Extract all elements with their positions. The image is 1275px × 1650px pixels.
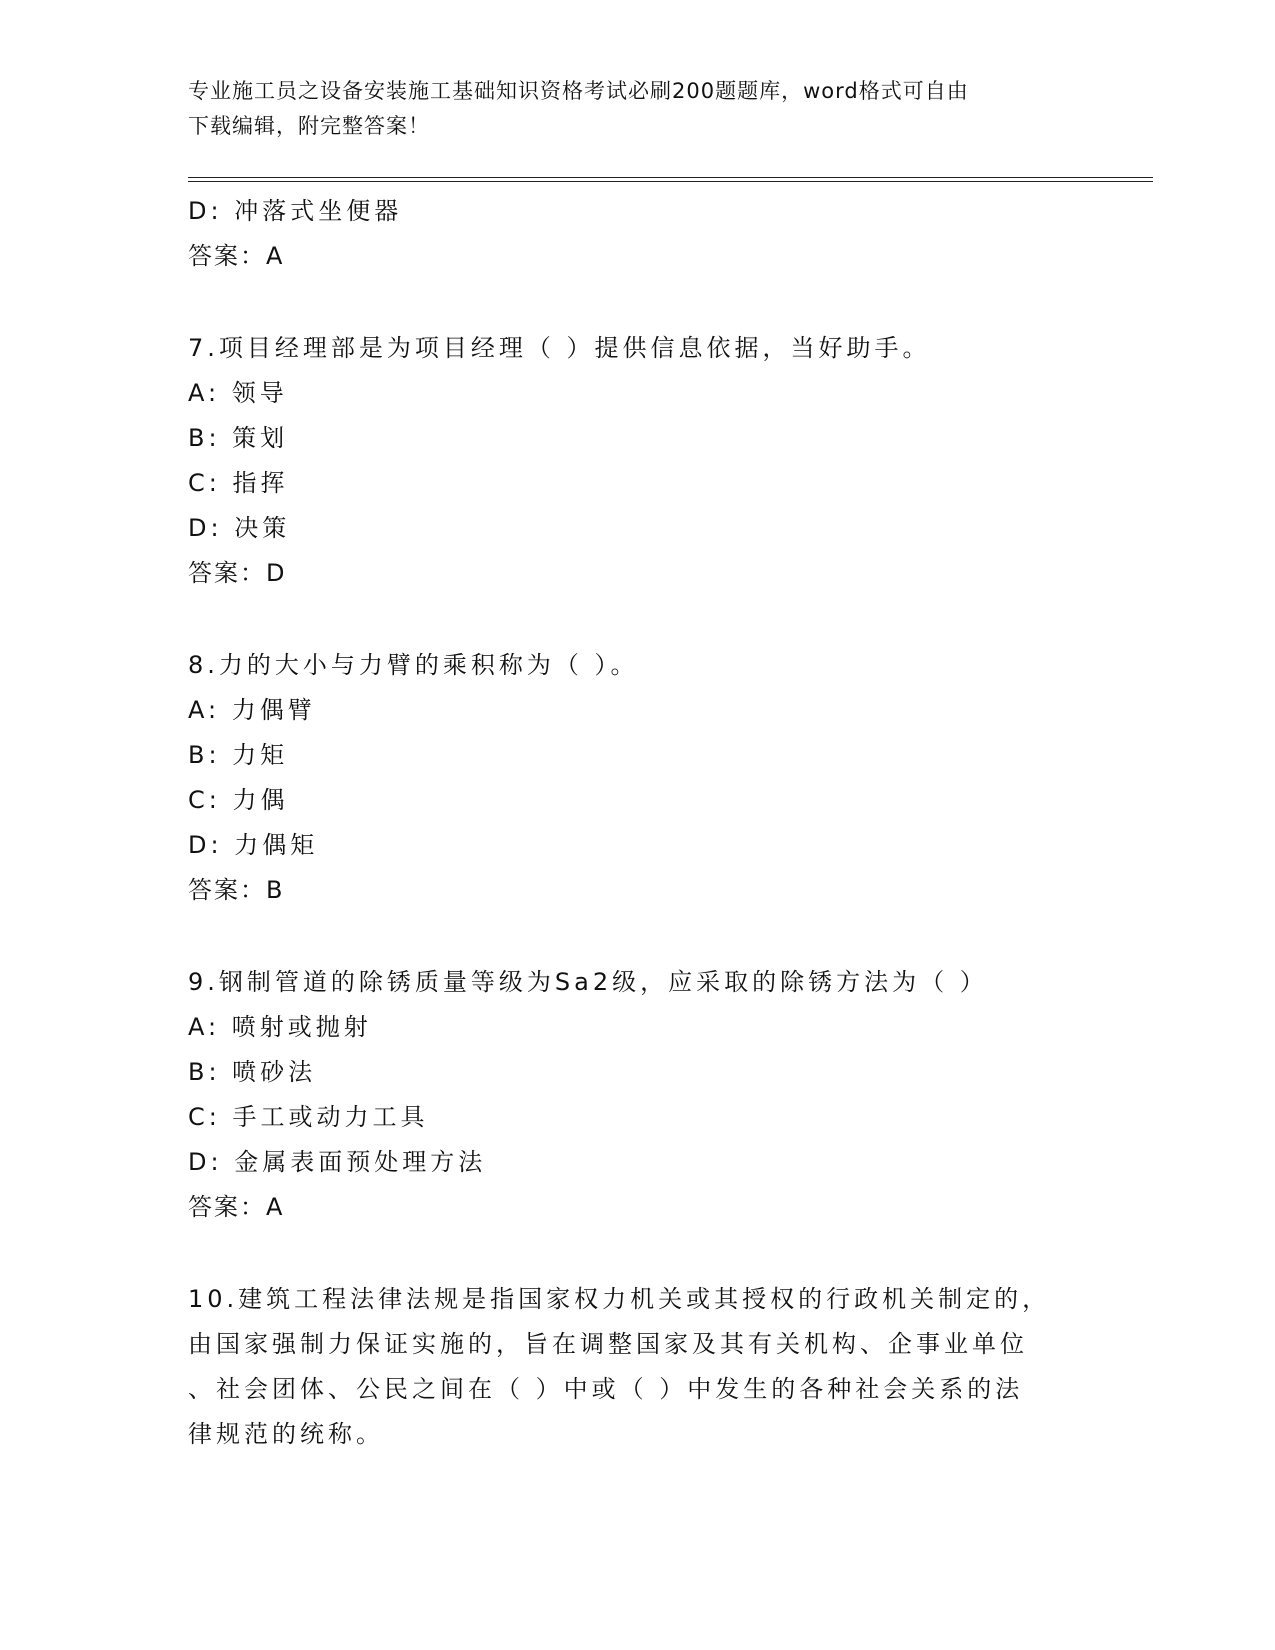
- answer: 答案：D: [188, 559, 287, 587]
- header-line-2: 下载编辑，附完整答案！: [188, 114, 430, 138]
- answer: 答案：A: [188, 1193, 285, 1221]
- option-d: D: 冲落式坐便器: [188, 197, 403, 225]
- answer: 答案：A: [188, 242, 285, 270]
- option-b: B: 策划: [188, 424, 289, 452]
- option-a: A: 喷射或抛射: [188, 1013, 372, 1041]
- question-8: [188, 643, 1088, 913]
- option-a: A: 领导: [188, 379, 288, 407]
- question-list: [188, 189, 1088, 1457]
- question-text: 9.钢制管道的除锈质量等级为Sa2级，应采取的除锈方法为（ ）: [188, 968, 988, 996]
- question-10: [188, 1277, 1088, 1457]
- question-carryover: [188, 189, 1088, 279]
- question-text-line-1: 10.建筑工程法律法规是指国家权力机关或其授权的行政机关制定的，: [188, 1285, 1051, 1313]
- option-c: C: 指挥: [188, 469, 289, 497]
- question-9: [188, 960, 1088, 1230]
- option-c: C: 力偶: [188, 786, 289, 814]
- question-text-line-2: 由国家强制力保证实施的，旨在调整国家及其有关机构、企事业单位: [188, 1330, 1028, 1358]
- option-d: D: 力偶矩: [188, 831, 319, 859]
- header-divider-bottom: [188, 181, 1153, 182]
- option-a: A: 力偶臂: [188, 696, 316, 724]
- option-d: D: 决策: [188, 514, 291, 542]
- answer: 答案：B: [188, 876, 285, 904]
- question-text-line-4: 律规范的统称。: [188, 1420, 384, 1448]
- option-c: C: 手工或动力工具: [188, 1103, 429, 1131]
- header-line-1: 专业施工员之设备安装施工基础知识资格考试必刷200题题库，word格式可自由: [188, 79, 969, 103]
- header-divider-top: [188, 177, 1153, 178]
- document-header: [188, 74, 1078, 144]
- option-b: B: 力矩: [188, 741, 289, 769]
- question-text: 8.力的大小与力臂的乘积称为（ ）。: [188, 651, 639, 679]
- option-d: D: 金属表面预处理方法: [188, 1148, 487, 1176]
- question-7: [188, 326, 1088, 596]
- question-text: 7.项目经理部是为项目经理（ ）提供信息依据，当好助手。: [188, 334, 931, 362]
- option-b: B: 喷砂法: [188, 1058, 317, 1086]
- question-text-line-3: 、社会团体、公民之间在（ ）中或（ ）中发生的各种社会关系的法: [188, 1375, 1024, 1403]
